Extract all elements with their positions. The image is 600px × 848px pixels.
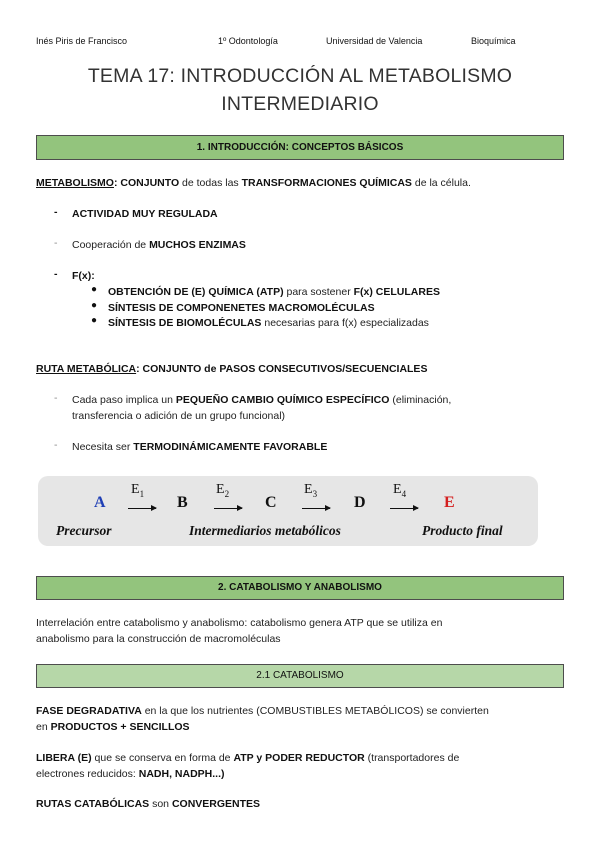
node-c: C <box>265 494 277 511</box>
rutas-catabolicas-line: RUTAS CATABÓLICAS son CONVERGENTES <box>36 798 261 810</box>
bullet-dot: ● <box>91 284 98 295</box>
caption-producto: Producto final <box>422 523 503 538</box>
bullet-fx: F(x): <box>72 270 95 282</box>
sub-bullet-sintesis-bio: SÍNTESIS DE BIOMOLÉCULAS necesarias para f(x) especializadas <box>108 317 429 329</box>
caption-intermediarios: Intermediarios metabólicos <box>189 523 341 538</box>
header-subject: Bioquímica <box>471 36 516 46</box>
bullet-termodinamica: Necesita ser TERMODINÁMICAMENTE FAVORABLE <box>72 441 328 453</box>
bullet-dot: ● <box>91 315 98 326</box>
fase-degradativa-paragraph: FASE DEGRADATIVA en la que los nutrientes (COMBUSTIBLES METABÓLICOS) se convierten en PRODUCTOS + SENCILLOS <box>36 705 489 733</box>
bullet-cooperacion: Cooperación de MUCHOS ENZIMAS <box>72 239 246 251</box>
metabolismo-definition: METABOLISMO: CONJUNTO de todas las TRANSFORMACIONES QUÍMICAS de la célula. <box>36 177 471 189</box>
ruta-definition: RUTA METABÓLICA: CONJUNTO de PASOS CONSECUTIVOS/SECUENCIALES <box>36 363 428 375</box>
bullet-dash: - <box>54 237 58 249</box>
interrelacion-paragraph: Interrelación entre catabolismo y anabolismo: catabolismo genera ATP que se utiliza en anabolismo para la construcción de macromoléculas <box>36 617 443 645</box>
pathway-diagram <box>38 476 538 546</box>
node-b: B <box>177 494 188 511</box>
section1-heading: 1. INTRODUCCIÓN: CONCEPTOS BÁSICOS <box>36 135 564 160</box>
node-a: A <box>94 494 106 511</box>
header-author: Inés Piris de Francisco <box>36 36 128 46</box>
enzyme-2-label: $E_2$ <box>216 482 230 499</box>
arrow-1-icon <box>128 508 156 509</box>
arrow-2-icon <box>214 508 242 509</box>
header-university: Universidad de Valencia <box>326 36 423 46</box>
bullet-dash: - <box>54 439 58 451</box>
page-title <box>0 64 600 117</box>
bullet-dash: - <box>54 268 58 280</box>
page-title-line1: TEMA 17: INTRODUCCIÓN AL METABOLISMO <box>87 65 513 87</box>
node-d: D <box>354 494 366 511</box>
bullet-dash: - <box>54 206 58 218</box>
sub-bullet-obtencion: OBTENCIÓN DE (E) QUÍMICA (ATP) para sostener F(x) CELULARES <box>108 286 440 298</box>
page-title-line2: INTERMEDIARIO <box>221 93 379 115</box>
sub-bullet-sintesis-macro: SÍNTESIS DE COMPONENETES MACROMOLÉCULAS <box>108 302 375 314</box>
ruta-term: RUTA METABÓLICA <box>36 363 137 375</box>
subsection-catabolismo-heading: 2.1 CATABOLISMO <box>36 664 564 688</box>
bullet-actividad: ACTIVIDAD MUY REGULADA <box>72 208 218 220</box>
metabolismo-term: METABOLISMO <box>36 177 114 189</box>
bullet-dot: ● <box>91 300 98 311</box>
libera-energia-paragraph: LIBERA (E) que se conserva en forma de ATP y PODER REDUCTOR (transportadores de electrones reducidos: NADH, NADPH...) <box>36 752 460 780</box>
arrow-3-icon <box>302 508 330 509</box>
bullet-cada-paso: Cada paso implica un PEQUEÑO CAMBIO QUÍMICO ESPECÍFICO (eliminación, transferencia o adición de un grupo funcional) <box>72 394 452 422</box>
enzyme-1-label: $E_1$ <box>131 482 145 499</box>
bullet-dash: - <box>54 392 58 404</box>
enzyme-3-label: $E_3$ <box>304 482 318 499</box>
enzyme-4-label: $E_4$ <box>393 482 407 499</box>
caption-precursor: Precursor <box>56 523 112 538</box>
header-course: 1º Odontología <box>218 36 278 46</box>
section2-heading: 2. CATABOLISMO Y ANABOLISMO <box>36 576 564 600</box>
arrow-4-icon <box>390 508 418 509</box>
node-e: E <box>444 494 455 511</box>
